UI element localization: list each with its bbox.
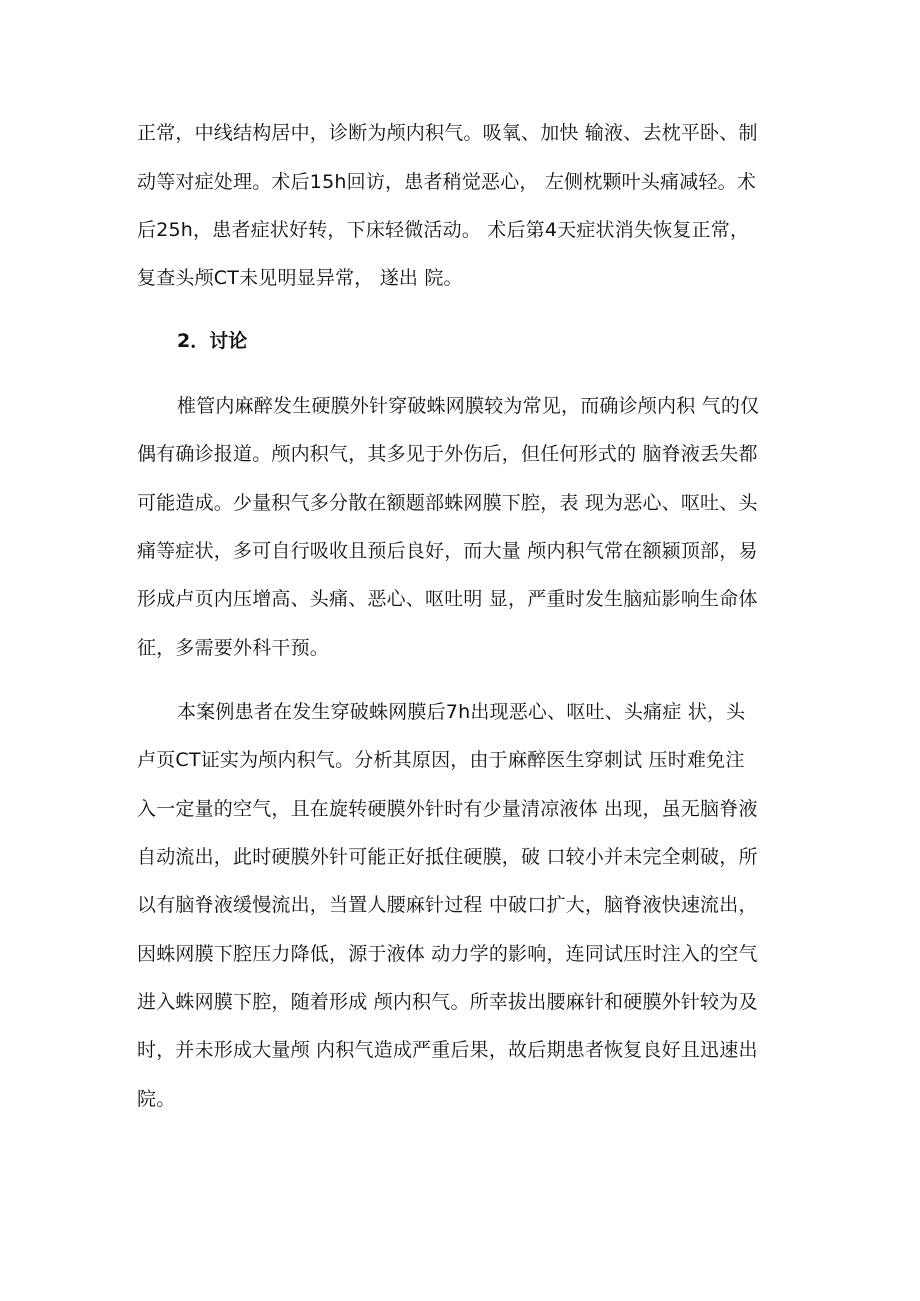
paragraph-2-line-1: 椎管内麻醉发生硬膜外针穿破蛛网膜较为常见，而确诊颅内积 气的仅	[177, 395, 760, 417]
paragraph-3-line-3: 入一定量的空气，且在旋转硬膜外针时有少量清凉液体 出现，虽无脑脊液	[137, 798, 758, 820]
paragraph-2-line-4: 痛等症状，多可自行吸收且预后良好，而大量 颅内积气常在额颍顶部，易	[137, 540, 758, 562]
paragraph-3-line-4: 自动流出，此时硬膜外针可能正好抵住硬膜，破 口较小并未完全刺破，所	[137, 846, 758, 868]
paragraph-3-line-6: 因蛛网膜下腔压力降低，源于液体 动力学的影响，连同试压时注入的空气	[137, 943, 758, 965]
paragraph-2-line-2: 偶有确诊报道。颅内积气，其多见于外伤后，但任何形式的 脑脊液丢失都	[137, 443, 758, 465]
paragraph-1-line-1: 正常，中线结构居中，诊断为颅内积气。吸氧、加快 输液、去枕平卧、制	[137, 122, 758, 144]
paragraph-1-line-3: 后25h，患者症状好转，下床轻微活动。 术后第4天症状消失恢复正常，	[137, 219, 750, 241]
section-heading: 2．讨论	[177, 330, 248, 352]
paragraph-1-line-2: 动等对症处理。术后15h回访，患者稍觉恶心， 左侧枕颗叶头痛减轻。术	[137, 171, 757, 193]
paragraph-3-line-2: 卢页CT证实为颅内积气。分析其原因，由于麻醉医生穿刺试 压时难免注	[137, 749, 745, 771]
paragraph-3-line-7: 进入蛛网膜下腔，随着形成 颅内积气。所幸拔出腰麻针和硬膜外针较为及	[137, 991, 758, 1013]
paragraph-3-line-5: 以有脑脊液缓慢流出，当置人腰麻针过程 中破口扩大，脑脊液快速流出，	[137, 894, 758, 916]
paragraph-2-line-6: 征，多需要外科干预。	[137, 637, 330, 659]
paragraph-2-line-3: 可能造成。少量积气多分散在额题部蛛网膜下腔，表 现为恶心、呕吐、头	[137, 492, 758, 514]
paragraph-3-line-8: 时，并未形成大量颅 内积气造成严重后果，故后期患者恢复良好且迅速出	[137, 1039, 758, 1061]
paragraph-2-line-5: 形成卢页内压增高、头痛、恶心、呕吐明 显，严重时发生脑疝影响生命体	[137, 588, 758, 610]
paragraph-3-line-1: 本案例患者在发生穿破蛛网膜后7h出现恶心、呕吐、头痛症 状，头	[177, 701, 746, 723]
paragraph-1-line-4: 复查头颅CT未见明显异常， 遂出 院。	[137, 267, 463, 289]
paragraph-3-line-9: 院。	[137, 1088, 176, 1110]
